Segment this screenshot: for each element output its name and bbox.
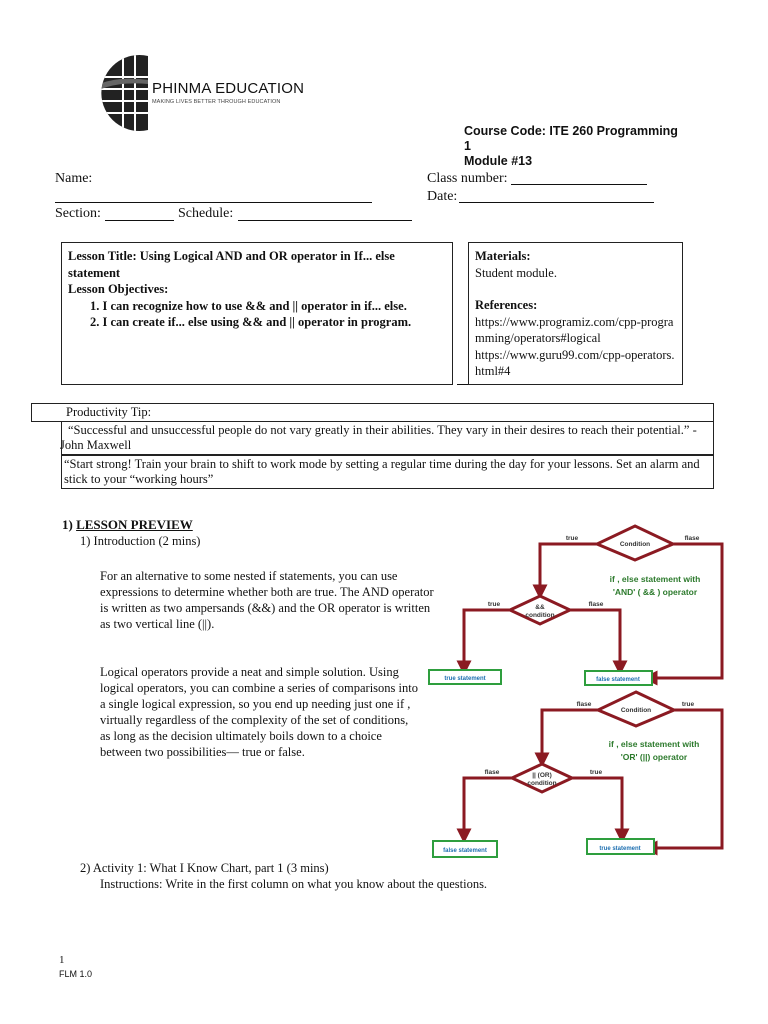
name-label: Name:: [55, 171, 93, 186]
or-false-label: flase: [576, 701, 592, 708]
references-heading: References:: [475, 298, 538, 312]
objectives-heading: Lesson Objectives:: [68, 282, 169, 296]
objective-item: 1. I can recognize how to use && and || operator in if... else.: [90, 298, 407, 313]
module-number: Module #13: [464, 154, 533, 168]
and-false-label: flase: [684, 535, 700, 542]
intro-heading: 1) Introduction (2 mins): [80, 534, 201, 548]
or-inner-false-label: flase: [484, 769, 500, 776]
course-code: [464, 124, 724, 169]
materials-heading: Materials:: [475, 249, 531, 263]
materials-text: Student module.: [475, 265, 557, 280]
and-connector: [464, 610, 510, 666]
reference-link[interactable]: https://www.guru99.com/cpp-operators.html#4: [475, 347, 675, 378]
and-condition-label: Condition: [619, 541, 651, 548]
section-line[interactable]: [105, 220, 174, 221]
paragraph-logical: Logical operators provide a neat and simple solution. Using logical operators, you can combine a series of comparisons into a single logical expression, so you end up needing just one if , virtually regardless of the complexity of the set of conditions, as long as the decision ultimately boils down to a choice between two possibilities— true or false.: [100, 665, 418, 759]
or-true-label: true: [681, 701, 695, 708]
course-code-line1: Course Code: ITE 260 Programming: [464, 124, 678, 138]
activity-heading: 2) Activity 1: What I Know Chart, part 1 (3 mins): [80, 861, 329, 875]
paragraph-and-or: For an alternative to some nested if statements, you can use expressions to determine whether both are true. The AND operator is written as two ampersands (&&) and the OR operator is written as two vertical line (||).: [100, 569, 434, 631]
productivity-quote-box: [61, 421, 714, 455]
footer-version: FLM 1.0: [59, 969, 93, 979]
schedule-line[interactable]: [238, 220, 412, 221]
section-heading: [62, 517, 193, 533]
or-inner-label: || (OR): [532, 772, 552, 779]
class-number-label: Class number:: [427, 171, 508, 186]
or-caption-line2: 'OR' (||) operator: [620, 752, 688, 762]
objective-item: 2. I can create if... else using && and || operator in program.: [90, 315, 412, 329]
and-true-box-label: true statement: [444, 676, 486, 682]
org-tagline: MAKING LIVES BETTER THROUGH EDUCATION: [152, 99, 281, 105]
flowchart-diagram: [420, 518, 740, 863]
and-connector: [540, 544, 597, 590]
or-connector: [652, 710, 722, 848]
and-caption-line2: 'AND' ( && ) operator: [612, 587, 698, 597]
or-false-box-label: false statement: [443, 848, 487, 854]
section-number: 1): [62, 517, 77, 532]
or-connector: [572, 778, 622, 834]
or-condition-label: Condition: [620, 707, 652, 714]
logo: [78, 54, 150, 132]
productivity-label-box: [31, 403, 714, 422]
and-caption-line1: if , else statement with: [609, 574, 701, 584]
org-name: PHINMA EDUCATION: [152, 80, 305, 97]
date-label: Date:: [427, 189, 458, 204]
productivity-tip-box: [61, 455, 714, 489]
materials-box: [468, 242, 683, 385]
or-inner-true-label: true: [589, 769, 603, 776]
name-line[interactable]: [55, 202, 372, 203]
or-inner-label2: condition: [527, 780, 557, 787]
page-number: 1: [59, 954, 65, 966]
class-number-line[interactable]: [511, 184, 647, 185]
productivity-quote: “Successful and unsuccessful people do not vary greatly in their abilities. They vary in their desires to reach their potential.” - John Maxwell: [60, 423, 697, 452]
and-inner-true-label: true: [487, 601, 501, 608]
phinma-logo-icon: [78, 54, 150, 132]
or-true-box-label: true statement: [599, 846, 641, 852]
and-inner-false-label: flase: [588, 601, 604, 608]
schedule-label: Schedule:: [178, 206, 234, 221]
or-caption-line1: if , else statement with: [608, 739, 700, 749]
course-code-line2: 1: [464, 139, 471, 153]
section-label: Section:: [55, 206, 101, 221]
lesson-title: Lesson Title: Using Logical AND and OR operator in If... else statement: [68, 249, 395, 280]
section-title: LESSON PREVIEW: [76, 517, 193, 532]
and-inner-label: &&: [535, 604, 545, 611]
and-inner-label2: condition: [525, 612, 555, 619]
activity-instructions: Instructions: Write in the first column on what you know about the questions.: [100, 877, 488, 891]
or-connector: [464, 778, 512, 834]
productivity-label: Productivity Tip:: [66, 405, 152, 419]
and-connector: [570, 610, 620, 666]
and-false-box-label: false statement: [596, 677, 640, 683]
date-line[interactable]: [459, 202, 654, 203]
productivity-tip: “Start strong! Train your brain to shift to work mode by setting a regular time during the day for your lessons. Set an alarm and stick to your “working hours”: [64, 457, 700, 486]
and-true-label: true: [565, 535, 579, 542]
reference-link[interactable]: https://www.programiz.com/cpp-programming/operators#logical: [475, 314, 674, 345]
or-connector: [542, 710, 598, 758]
and-connector: [650, 544, 722, 678]
lesson-box: [61, 242, 453, 385]
